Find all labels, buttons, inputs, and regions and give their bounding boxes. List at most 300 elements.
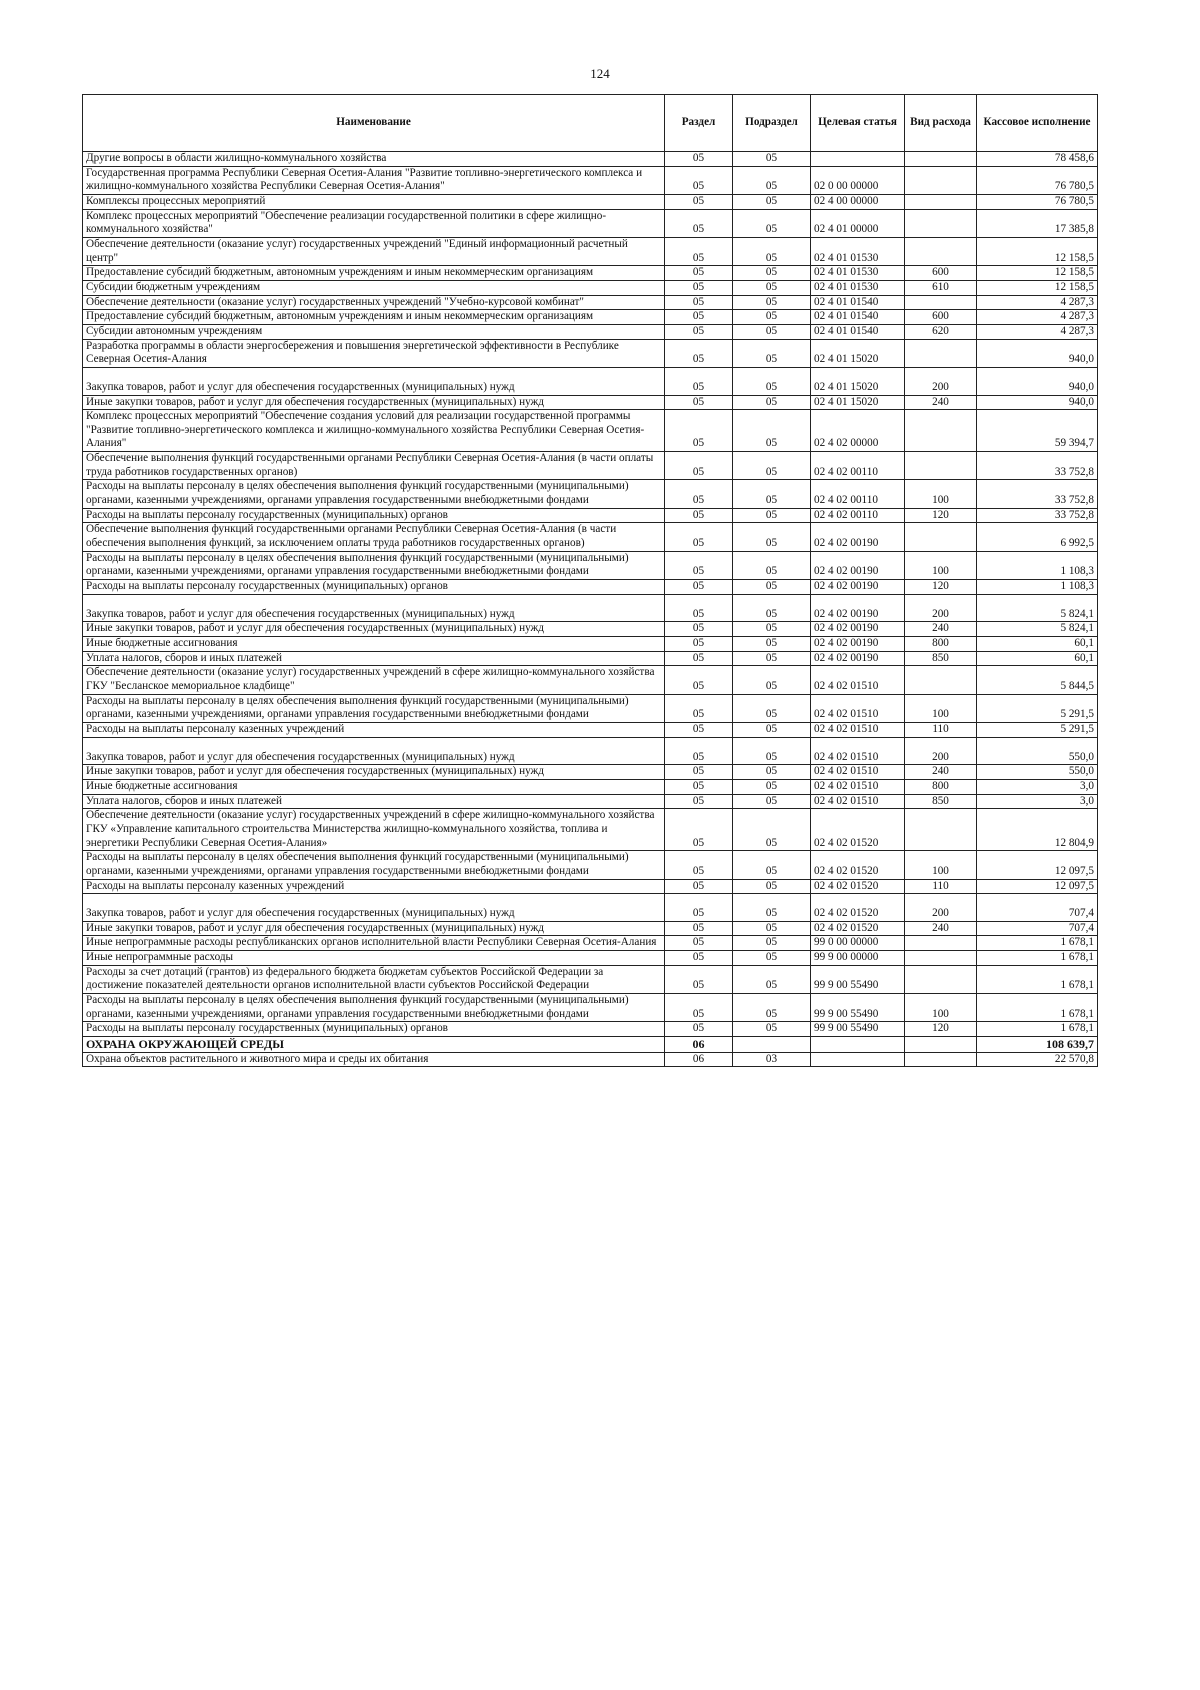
row-kind: 100 <box>905 694 977 722</box>
row-section: 05 <box>665 951 733 966</box>
row-target: 02 4 01 01540 <box>811 310 905 325</box>
row-subsection: 05 <box>733 295 811 310</box>
row-kind: 240 <box>905 395 977 410</box>
row-kind: 110 <box>905 722 977 737</box>
row-subsection: 05 <box>733 551 811 579</box>
table-row <box>83 1037 1098 1053</box>
row-target: 02 4 01 01540 <box>811 295 905 310</box>
row-subsection: 05 <box>733 994 811 1022</box>
row-name: Разработка программы в области энергосбережения и повышения энергетической эффективности в Республике Северная Осетия-Алания <box>83 339 665 367</box>
table-row <box>83 480 1098 508</box>
row-name: Иные закупки товаров, работ и услуг для обеспечения государственных (муниципальных) нужд <box>83 622 665 637</box>
row-target <box>811 1052 905 1067</box>
row-name: Расходы на выплаты персоналу в целях обеспечения выполнения функций государственными (муниципальными) органами, казенными учреждениями, органами управления государственными внебюджетными фондами <box>83 480 665 508</box>
table-row <box>83 580 1098 595</box>
row-section: 05 <box>665 794 733 809</box>
row-kind: 100 <box>905 994 977 1022</box>
row-target: 02 4 01 01530 <box>811 280 905 295</box>
row-amount: 76 780,5 <box>977 194 1098 209</box>
header-name: Наименование <box>83 95 665 152</box>
row-name: Иные непрограммные расходы республиканских органов исполнительной власти Республики Северная Осетия-Алания <box>83 936 665 951</box>
row-name: Другие вопросы в области жилищно-коммунального хозяйства <box>83 152 665 167</box>
row-subsection: 05 <box>733 395 811 410</box>
row-amount: 1 678,1 <box>977 936 1098 951</box>
row-subsection: 05 <box>733 794 811 809</box>
row-amount: 940,0 <box>977 367 1098 395</box>
row-amount: 1 678,1 <box>977 951 1098 966</box>
row-section: 05 <box>665 737 733 765</box>
row-name: Закупка товаров, работ и услуг для обеспечения государственных (муниципальных) нужд <box>83 894 665 922</box>
row-subsection: 03 <box>733 1052 811 1067</box>
table-row <box>83 395 1098 410</box>
row-subsection: 05 <box>733 280 811 295</box>
row-subsection: 05 <box>733 936 811 951</box>
row-subsection: 05 <box>733 367 811 395</box>
row-amount: 17 385,8 <box>977 209 1098 237</box>
row-amount: 12 804,9 <box>977 809 1098 851</box>
row-section: 05 <box>665 779 733 794</box>
row-name: Иные бюджетные ассигнования <box>83 779 665 794</box>
row-subsection: 05 <box>733 523 811 551</box>
row-amount: 1 108,3 <box>977 551 1098 579</box>
row-target: 02 4 02 01510 <box>811 765 905 780</box>
row-section: 05 <box>665 523 733 551</box>
row-name: Расходы на выплаты персоналу в целях обеспечения выполнения функций государственными (муниципальными) органами, казенными учреждениями, органами управления государственными внебюджетными фондами <box>83 551 665 579</box>
row-kind: 600 <box>905 310 977 325</box>
row-amount: 78 458,6 <box>977 152 1098 167</box>
table-row <box>83 209 1098 237</box>
row-kind <box>905 666 977 694</box>
row-section: 05 <box>665 551 733 579</box>
row-section: 05 <box>665 324 733 339</box>
row-amount: 12 158,5 <box>977 237 1098 265</box>
table-row <box>83 339 1098 367</box>
header-section: Раздел <box>665 95 733 152</box>
table-row <box>83 166 1098 194</box>
row-subsection: 05 <box>733 879 811 894</box>
row-section: 05 <box>665 765 733 780</box>
row-subsection <box>733 1037 811 1053</box>
row-amount: 12 097,5 <box>977 851 1098 879</box>
row-amount: 6 992,5 <box>977 523 1098 551</box>
row-section: 05 <box>665 209 733 237</box>
row-kind <box>905 951 977 966</box>
table-row <box>83 637 1098 652</box>
row-name: Иные закупки товаров, работ и услуг для обеспечения государственных (муниципальных) нужд <box>83 395 665 410</box>
row-target: 02 4 02 00190 <box>811 580 905 595</box>
row-target: 02 4 02 00190 <box>811 622 905 637</box>
row-kind <box>905 452 977 480</box>
row-name: Закупка товаров, работ и услуг для обеспечения государственных (муниципальных) нужд <box>83 594 665 622</box>
table-body <box>83 152 1098 1067</box>
row-subsection: 05 <box>733 594 811 622</box>
row-kind <box>905 209 977 237</box>
row-amount: 550,0 <box>977 737 1098 765</box>
row-kind: 850 <box>905 651 977 666</box>
row-target: 02 4 02 00190 <box>811 551 905 579</box>
row-name: Расходы на выплаты персоналу казенных учреждений <box>83 722 665 737</box>
table-row <box>83 1052 1098 1067</box>
row-target: 02 4 02 00190 <box>811 651 905 666</box>
row-name: Иные закупки товаров, работ и услуг для обеспечения государственных (муниципальных) нужд <box>83 765 665 780</box>
row-kind: 240 <box>905 765 977 780</box>
table-row <box>83 851 1098 879</box>
row-amount: 4 287,3 <box>977 310 1098 325</box>
row-target: 02 4 02 01510 <box>811 737 905 765</box>
row-kind <box>905 1037 977 1053</box>
row-target: 02 4 02 00190 <box>811 637 905 652</box>
row-subsection: 05 <box>733 410 811 452</box>
row-kind: 100 <box>905 851 977 879</box>
row-name: Расходы на выплаты персоналу государственных (муниципальных) органов <box>83 508 665 523</box>
row-kind: 620 <box>905 324 977 339</box>
row-amount: 5 824,1 <box>977 594 1098 622</box>
row-amount: 12 097,5 <box>977 879 1098 894</box>
row-kind: 120 <box>905 580 977 595</box>
row-amount: 5 291,5 <box>977 694 1098 722</box>
row-section: 05 <box>665 809 733 851</box>
row-subsection: 05 <box>733 310 811 325</box>
row-subsection: 05 <box>733 666 811 694</box>
row-section: 05 <box>665 965 733 993</box>
row-subsection: 05 <box>733 237 811 265</box>
row-kind: 100 <box>905 480 977 508</box>
row-amount: 707,4 <box>977 894 1098 922</box>
table-row <box>83 737 1098 765</box>
row-amount: 33 752,8 <box>977 480 1098 508</box>
table-row <box>83 508 1098 523</box>
row-target: 02 4 02 00110 <box>811 452 905 480</box>
row-target: 02 4 02 01510 <box>811 794 905 809</box>
table-row <box>83 694 1098 722</box>
row-name: Расходы на выплаты персоналу государственных (муниципальных) органов <box>83 580 665 595</box>
row-kind <box>905 1052 977 1067</box>
row-section: 05 <box>665 594 733 622</box>
budget-table <box>82 94 1098 1067</box>
row-target: 02 4 01 01540 <box>811 324 905 339</box>
row-name: Субсидии автономным учреждениям <box>83 324 665 339</box>
row-name: Обеспечение деятельности (оказание услуг) государственных учреждений в сфере жилищно-коммунального хозяйства ГКУ «Управление капитального строительства Министерства жилищно-коммунального хозяйства, топлива и энергетики Республики Северная Осетия-Алания» <box>83 809 665 851</box>
row-name: Расходы на выплаты персоналу в целях обеспечения выполнения функций государственными (муниципальными) органами, казенными учреждениями, органами управления государственными внебюджетными фондами <box>83 851 665 879</box>
row-subsection: 05 <box>733 694 811 722</box>
row-amount: 76 780,5 <box>977 166 1098 194</box>
row-name: Расходы на выплаты персоналу в целях обеспечения выполнения функций государственными (муниципальными) органами, казенными учреждениями, органами управления государственными внебюджетными фондами <box>83 694 665 722</box>
row-name: Расходы на выплаты персоналу в целях обеспечения выполнения функций государственными (муниципальными) органами, казенными учреждениями, органами управления государственными внебюджетными фондами <box>83 994 665 1022</box>
row-kind: 240 <box>905 921 977 936</box>
row-target: 02 0 00 00000 <box>811 166 905 194</box>
table-row <box>83 237 1098 265</box>
row-subsection: 05 <box>733 152 811 167</box>
row-amount: 707,4 <box>977 921 1098 936</box>
row-amount: 1 108,3 <box>977 580 1098 595</box>
row-subsection: 05 <box>733 765 811 780</box>
row-section: 05 <box>665 367 733 395</box>
row-subsection: 05 <box>733 951 811 966</box>
row-target <box>811 152 905 167</box>
row-target: 02 4 00 00000 <box>811 194 905 209</box>
row-section: 06 <box>665 1037 733 1053</box>
row-subsection: 05 <box>733 166 811 194</box>
row-subsection: 05 <box>733 894 811 922</box>
row-target: 02 4 02 00110 <box>811 508 905 523</box>
row-target: 99 0 00 00000 <box>811 936 905 951</box>
row-kind <box>905 166 977 194</box>
table-row <box>83 651 1098 666</box>
row-amount: 12 158,5 <box>977 266 1098 281</box>
row-kind: 120 <box>905 1022 977 1037</box>
table-row <box>83 622 1098 637</box>
row-name: Комплекс процессных мероприятий "Обеспечение создания условий для реализации государственной программы "Развитие топливно-энергетического комплекса и жилищно-коммунального хозяйства Республики Северная Осетия-Алания" <box>83 410 665 452</box>
table-row <box>83 280 1098 295</box>
table-row <box>83 310 1098 325</box>
row-name: Предоставление субсидий бюджетным, автономным учреждениям и иным некоммерческим организациям <box>83 310 665 325</box>
row-amount: 1 678,1 <box>977 965 1098 993</box>
row-name: Обеспечение деятельности (оказание услуг) государственных учреждений в сфере жилищно-коммунального хозяйства ГКУ "Бесланское мемориальное кладбище" <box>83 666 665 694</box>
row-kind <box>905 339 977 367</box>
table-row <box>83 523 1098 551</box>
row-amount: 33 752,8 <box>977 452 1098 480</box>
row-subsection: 05 <box>733 809 811 851</box>
table-row <box>83 809 1098 851</box>
table-row <box>83 921 1098 936</box>
row-target: 02 4 01 15020 <box>811 395 905 410</box>
row-kind <box>905 965 977 993</box>
header-kind: Вид расхода <box>905 95 977 152</box>
row-name: Предоставление субсидий бюджетным, автономным учреждениям и иным некоммерческим организациям <box>83 266 665 281</box>
table-row <box>83 765 1098 780</box>
header-row <box>83 95 1098 152</box>
table-row <box>83 894 1098 922</box>
row-amount: 1 678,1 <box>977 1022 1098 1037</box>
header-target: Целевая статья <box>811 95 905 152</box>
table-row <box>83 551 1098 579</box>
row-target: 02 4 02 01520 <box>811 921 905 936</box>
row-target: 02 4 02 01510 <box>811 694 905 722</box>
row-name: Субсидии бюджетным учреждениям <box>83 280 665 295</box>
row-target: 02 4 02 00190 <box>811 523 905 551</box>
row-section: 05 <box>665 1022 733 1037</box>
row-target: 02 4 02 01520 <box>811 894 905 922</box>
row-section: 05 <box>665 851 733 879</box>
header-amount: Кассовое исполнение <box>977 95 1098 152</box>
row-kind: 200 <box>905 894 977 922</box>
row-kind <box>905 523 977 551</box>
row-kind <box>905 809 977 851</box>
row-amount: 940,0 <box>977 339 1098 367</box>
row-name: Комплекс процессных мероприятий "Обеспечение реализации государственной политики в сфере жилищно-коммунального хозяйства" <box>83 209 665 237</box>
row-subsection: 05 <box>733 737 811 765</box>
row-kind: 240 <box>905 622 977 637</box>
row-name: Расходы за счет дотаций (грантов) из федерального бюджета бюджетам субъектов Российской Федерации за достижение показателей деятельности органов исполнительной власти субъектов Российской Федерации <box>83 965 665 993</box>
row-name: Комплексы процессных мероприятий <box>83 194 665 209</box>
row-amount: 5 824,1 <box>977 622 1098 637</box>
row-name: Иные закупки товаров, работ и услуг для обеспечения государственных (муниципальных) нужд <box>83 921 665 936</box>
row-target: 99 9 00 00000 <box>811 951 905 966</box>
row-amount: 59 394,7 <box>977 410 1098 452</box>
page-number: 124 <box>590 66 610 81</box>
row-target: 02 4 02 00190 <box>811 594 905 622</box>
row-amount: 940,0 <box>977 395 1098 410</box>
row-subsection: 05 <box>733 1022 811 1037</box>
table-row <box>83 410 1098 452</box>
row-target: 02 4 02 00000 <box>811 410 905 452</box>
table-row <box>83 295 1098 310</box>
row-target: 99 9 00 55490 <box>811 965 905 993</box>
row-name: Охрана объектов растительного и животного мира и среды их обитания <box>83 1052 665 1067</box>
row-target: 02 4 01 01530 <box>811 266 905 281</box>
row-section: 05 <box>665 722 733 737</box>
row-amount: 550,0 <box>977 765 1098 780</box>
row-subsection: 05 <box>733 637 811 652</box>
row-subsection: 05 <box>733 965 811 993</box>
table-row <box>83 266 1098 281</box>
table-row <box>83 666 1098 694</box>
row-name: ОХРАНА ОКРУЖАЮЩЕЙ СРЕДЫ <box>83 1037 665 1053</box>
table-row <box>83 594 1098 622</box>
row-target: 02 4 02 01510 <box>811 779 905 794</box>
row-section: 05 <box>665 666 733 694</box>
row-name: Расходы на выплаты персоналу казенных учреждений <box>83 879 665 894</box>
row-kind: 610 <box>905 280 977 295</box>
row-amount: 60,1 <box>977 637 1098 652</box>
row-section: 05 <box>665 166 733 194</box>
row-kind <box>905 410 977 452</box>
row-subsection: 05 <box>733 921 811 936</box>
row-section: 05 <box>665 622 733 637</box>
row-name: Иные бюджетные ассигнования <box>83 637 665 652</box>
row-name: Обеспечение деятельности (оказание услуг) государственных учреждений "Единый информационный расчетный центр" <box>83 237 665 265</box>
row-kind <box>905 152 977 167</box>
row-section: 05 <box>665 480 733 508</box>
row-kind: 200 <box>905 737 977 765</box>
row-name: Закупка товаров, работ и услуг для обеспечения государственных (муниципальных) нужд <box>83 737 665 765</box>
row-amount: 22 570,8 <box>977 1052 1098 1067</box>
row-section: 05 <box>665 921 733 936</box>
row-target: 02 4 02 01520 <box>811 851 905 879</box>
row-target: 02 4 02 01510 <box>811 666 905 694</box>
row-section: 05 <box>665 637 733 652</box>
row-section: 05 <box>665 237 733 265</box>
table-row <box>83 951 1098 966</box>
row-target: 02 4 01 00000 <box>811 209 905 237</box>
row-name: Уплата налогов, сборов и иных платежей <box>83 794 665 809</box>
row-name: Обеспечение выполнения функций государственными органами Республики Северная Осетия-Алания (в части обеспечения выполнения функций, за исключением оплаты труда работников государственных органов) <box>83 523 665 551</box>
row-kind: 110 <box>905 879 977 894</box>
row-name: Закупка товаров, работ и услуг для обеспечения государственных (муниципальных) нужд <box>83 367 665 395</box>
row-kind <box>905 295 977 310</box>
row-amount: 3,0 <box>977 794 1098 809</box>
row-kind: 800 <box>905 637 977 652</box>
row-section: 05 <box>665 339 733 367</box>
row-subsection: 05 <box>733 580 811 595</box>
row-target: 02 4 02 01510 <box>811 722 905 737</box>
row-kind <box>905 237 977 265</box>
row-section: 05 <box>665 452 733 480</box>
row-amount: 4 287,3 <box>977 324 1098 339</box>
table-row <box>83 936 1098 951</box>
row-section: 05 <box>665 194 733 209</box>
row-subsection: 05 <box>733 339 811 367</box>
row-subsection: 05 <box>733 324 811 339</box>
table-row <box>83 367 1098 395</box>
row-subsection: 05 <box>733 651 811 666</box>
row-amount: 4 287,3 <box>977 295 1098 310</box>
row-kind <box>905 194 977 209</box>
row-section: 05 <box>665 894 733 922</box>
row-section: 05 <box>665 295 733 310</box>
table-row <box>83 194 1098 209</box>
row-subsection: 05 <box>733 779 811 794</box>
row-section: 05 <box>665 651 733 666</box>
row-subsection: 05 <box>733 722 811 737</box>
row-name: Государственная программа Республики Северная Осетия-Алания "Развитие топливно-энергетического комплекса и жилищно-коммунального хозяйства Республики Северная Осетия-Алания" <box>83 166 665 194</box>
row-kind: 200 <box>905 594 977 622</box>
row-subsection: 05 <box>733 452 811 480</box>
row-section: 05 <box>665 879 733 894</box>
row-amount: 12 158,5 <box>977 280 1098 295</box>
row-section: 05 <box>665 936 733 951</box>
row-kind <box>905 936 977 951</box>
row-subsection: 05 <box>733 480 811 508</box>
row-amount: 60,1 <box>977 651 1098 666</box>
row-kind: 600 <box>905 266 977 281</box>
table-row <box>83 722 1098 737</box>
row-target: 02 4 02 01520 <box>811 809 905 851</box>
row-name: Расходы на выплаты персоналу государственных (муниципальных) органов <box>83 1022 665 1037</box>
row-subsection: 05 <box>733 508 811 523</box>
row-section: 05 <box>665 994 733 1022</box>
row-target: 99 9 00 55490 <box>811 994 905 1022</box>
row-target: 99 9 00 55490 <box>811 1022 905 1037</box>
row-amount: 33 752,8 <box>977 508 1098 523</box>
row-section: 05 <box>665 152 733 167</box>
table-row <box>83 324 1098 339</box>
table-row <box>83 994 1098 1022</box>
row-target: 02 4 01 01530 <box>811 237 905 265</box>
row-subsection: 05 <box>733 851 811 879</box>
row-target <box>811 1037 905 1053</box>
row-amount: 1 678,1 <box>977 994 1098 1022</box>
table-row <box>83 1022 1098 1037</box>
table-row <box>83 152 1098 167</box>
row-subsection: 05 <box>733 194 811 209</box>
row-section: 05 <box>665 280 733 295</box>
table-row <box>83 965 1098 993</box>
row-kind: 120 <box>905 508 977 523</box>
row-target: 02 4 02 00110 <box>811 480 905 508</box>
row-target: 02 4 01 15020 <box>811 367 905 395</box>
row-section: 05 <box>665 310 733 325</box>
row-name: Иные непрограммные расходы <box>83 951 665 966</box>
row-section: 05 <box>665 410 733 452</box>
row-section: 05 <box>665 508 733 523</box>
row-section: 06 <box>665 1052 733 1067</box>
row-subsection: 05 <box>733 266 811 281</box>
row-target: 02 4 02 01520 <box>811 879 905 894</box>
row-section: 05 <box>665 580 733 595</box>
row-section: 05 <box>665 694 733 722</box>
row-section: 05 <box>665 395 733 410</box>
row-name: Обеспечение выполнения функций государственными органами Республики Северная Осетия-Алания (в части оплаты труда работников государственных органов) <box>83 452 665 480</box>
row-amount: 5 291,5 <box>977 722 1098 737</box>
row-amount: 5 844,5 <box>977 666 1098 694</box>
header-subsection: Подраздел <box>733 95 811 152</box>
row-name: Уплата налогов, сборов и иных платежей <box>83 651 665 666</box>
row-kind: 800 <box>905 779 977 794</box>
table-row <box>83 452 1098 480</box>
row-name: Обеспечение деятельности (оказание услуг) государственных учреждений "Учебно-курсовой комбинат" <box>83 295 665 310</box>
row-section: 05 <box>665 266 733 281</box>
